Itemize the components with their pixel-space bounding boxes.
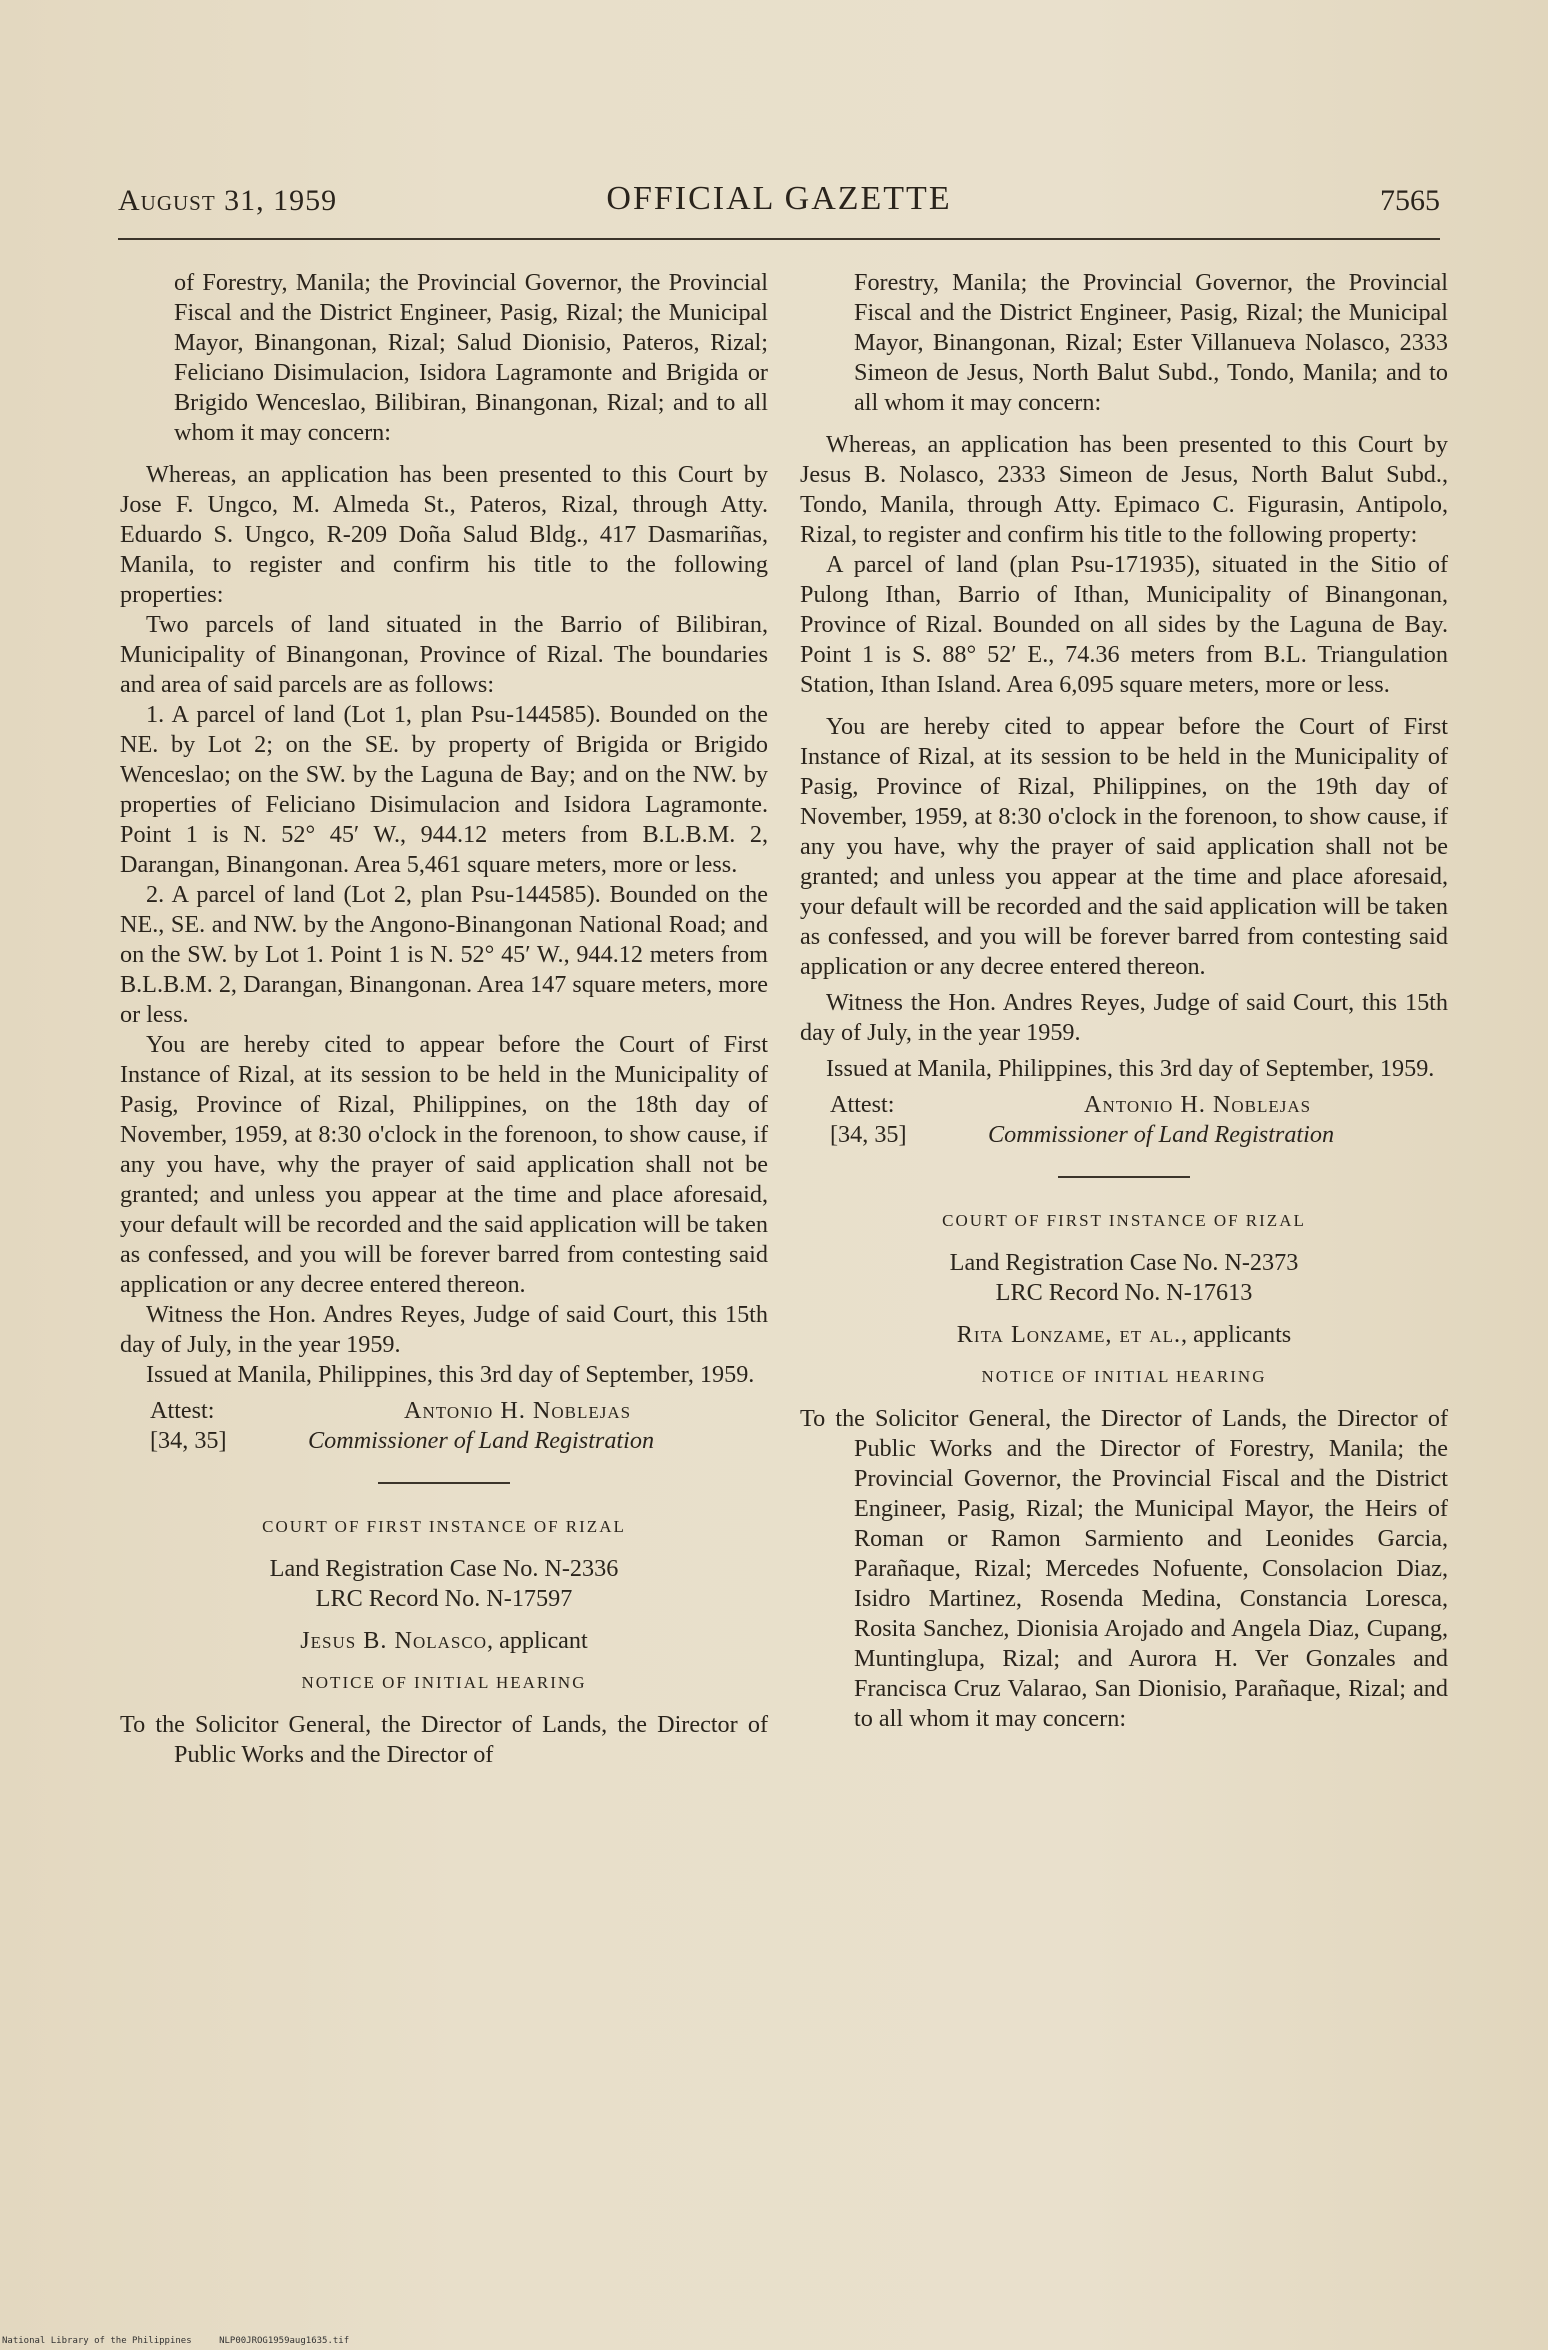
right-intro: Forestry, Manila; the Provincial Governor, the Provincial Fiscal and the District Engineer, Pasig, Rizal; the Municipal Mayor, Binangonan, Rizal; Ester Villanueva Nolasco, 2333 Simeon de Jesus, North Balut Subd., Tondo, Manila; and to all whom it may concern:: [854, 269, 1448, 416]
left-issued: Issued at Manila, Philippines, this 3rd day of September, 1959.: [146, 1361, 755, 1388]
applicant-name: Jesus B. Nolasco: [300, 1627, 487, 1654]
section-divider: [1058, 1176, 1190, 1178]
scan-footer: [2, 2336, 371, 2346]
left-attest-line-1: [120, 1396, 768, 1426]
attest-label: Attest:: [830, 1091, 895, 1118]
header-rule: [118, 238, 1440, 240]
right-issued: Issued at Manila, Philippines, this 3rd day of September, 1959.: [826, 1055, 1435, 1082]
attest-role: Commissioner of Land Registration: [988, 1121, 1335, 1148]
left-two-parcels: Two parcels of land situated in the Barrio of Bilibiran, Municipality of Binangonan, Province of Rizal. The boundaries and area of said parcels are as follows:: [120, 611, 768, 698]
section-divider: [378, 1482, 510, 1484]
attest-role: Commissioner of Land Registration: [308, 1427, 655, 1454]
notice-heading: NOTICE OF INITIAL HEARING: [301, 1673, 587, 1692]
attest-name: Antonio H. Noblejas: [404, 1397, 632, 1424]
right-column: [800, 268, 1448, 1734]
page-number: 7565: [1380, 184, 1440, 217]
right-attest-line-1: [800, 1090, 1448, 1120]
applicant-suffix: , applicants: [1181, 1321, 1292, 1348]
applicant-name: Rita Lonzame, et al.: [956, 1321, 1182, 1348]
publication-title: OFFICIAL GAZETTE: [606, 180, 952, 217]
record-number: LRC Record No. N-17597: [315, 1585, 573, 1612]
library-credit: National Library of the Philippines: [2, 2336, 192, 2346]
court-heading: COURT OF FIRST INSTANCE OF RIZAL: [262, 1517, 626, 1536]
right-witness: Witness the Hon. Andres Reyes, Judge of said Court, this 15th day of July, in the year 1959.: [800, 989, 1448, 1046]
right-to-text: To the Solicitor General, the Director of Lands, the Director of Public Works and the Director of Forestry, Manila; the Provincial Governor, the Provincial Fiscal and the District Engineer, Pasig, Rizal; the Municipal Mayor, the Heirs of Roman or Ramon Sarmiento and Leonides Garcia, Parañaque, Rizal; Mercedes Nofuente, Consolacion Diaz, Isidro Martinez, Rosenda Medina, Constancia Loresca, Rosita Sanchez, Dionisia Arojado and Angela Diaz, Cupang, Muntinglupa, Rizal; and Aurora H. Ver Gonzales and Francisca Cruz Valarao, San Dionisio, Parañaque, Rizal; and to all whom it may concern:: [800, 1405, 1448, 1732]
right-cited: You are hereby cited to appear before the Court of First Instance of Rizal, at its session to be held in the Municipality of Pasig, Province of Rizal, Philippines, on the 19th day of November, 1959, at 8:30 o'clock in the forenoon, to show cause, if any you have, why the prayer of said application shall not be granted; and unless you appear at the time and place aforesaid, your default will be recorded and the said application will be taken as confessed, and you will be forever barred from contesting said application or any decree entered thereon.: [800, 713, 1448, 980]
scan-filename: NLP00JROG1959aug1635.tif: [219, 2336, 350, 2346]
applicant-suffix: , applicant: [486, 1627, 588, 1654]
notice-heading: NOTICE OF INITIAL HEARING: [981, 1367, 1267, 1386]
left-intro: of Forestry, Manila; the Provincial Governor, the Provincial Fiscal and the District Engineer, Pasig, Rizal; the Municipal Mayor, Binangonan, Rizal; Salud Dionisio, Pateros, Rizal; Feliciano Disimulacion, Isidora Lagramonte and Brigida or Brigido Wenceslao, Bilibiran, Binangonan, Rizal; and to all whom it may concern:: [174, 269, 768, 446]
left-column: [120, 268, 768, 1770]
attest-label: Attest:: [150, 1397, 215, 1424]
reference-number: [34, 35]: [830, 1121, 907, 1148]
case-number: Land Registration Case No. N-2373: [949, 1249, 1299, 1276]
attest-name: Antonio H. Noblejas: [1084, 1091, 1312, 1118]
page-header: [118, 180, 1440, 224]
left-whereas: Whereas, an application has been presented to this Court by Jose F. Ungco, M. Almeda St., Pateros, Rizal, through Atty. Eduardo S. Ungco, R-209 Doña Salud Bldg., 417 Dasmariñas, Manila, to register and confirm his title to the following properties:: [120, 461, 768, 608]
case-number: Land Registration Case No. N-2336: [269, 1555, 619, 1582]
right-attest-line-2: [800, 1120, 1448, 1150]
applicant-line: [800, 1320, 1448, 1350]
court-heading: COURT OF FIRST INSTANCE OF RIZAL: [942, 1211, 1306, 1230]
left-attest-line-2: [120, 1426, 768, 1456]
left-parcel-1: 1. A parcel of land (Lot 1, plan Psu-144585). Bounded on the NE. by Lot 2; on the SE. by property of Brigida or Brigido Wenceslao; on the SW. by the Laguna de Bay; and on the NW. by properties of Feliciano Disimulacion and Isidora Lagramonte. Point 1 is N. 52° 45′ W., 944.12 meters from B.L.B.M. 2, Darangan, Binangonan. Area 5,461 square meters, more or less.: [120, 701, 768, 878]
right-parcel: A parcel of land (plan Psu-171935), situated in the Sitio of Pulong Ithan, Barrio of Ithan, Municipality of Binangonan, Province of Rizal. Bounded on all sides by the Laguna de Bay. Point 1 is S. 88° 52′ E., 74.36 meters from B.L. Triangulation Station, Ithan Island. Area 6,095 square meters, more or less.: [800, 551, 1448, 698]
issue-date: August 31, 1959: [118, 184, 338, 217]
reference-number: [34, 35]: [150, 1427, 227, 1454]
left-to-text: To the Solicitor General, the Director of Lands, the Director of Public Works and the Director of: [120, 1711, 768, 1768]
left-witness: Witness the Hon. Andres Reyes, Judge of said Court, this 15th day of July, in the year 1959.: [120, 1301, 768, 1358]
right-whereas: Whereas, an application has been presented to this Court by Jesus B. Nolasco, 2333 Simeon de Jesus, North Balut Subd., Tondo, Manila, through Atty. Epimaco C. Figurasin, Antipolo, Rizal, to register and confirm his title to the following property:: [800, 431, 1448, 548]
applicant-line: [120, 1626, 768, 1656]
left-parcel-2: 2. A parcel of land (Lot 2, plan Psu-144585). Bounded on the NE., SE. and NW. by the Angono-Binangonan National Road; and on the SW. by Lot 1. Point 1 is N. 52° 45′ W., 944.12 meters from B.L.B.M. 2, Darangan, Binangonan. Area 147 square meters, more or less.: [120, 881, 768, 1028]
left-cited: You are hereby cited to appear before the Court of First Instance of Rizal, at its session to be held in the Municipality of Pasig, Province of Rizal, Philippines, on the 18th day of November, 1959, at 8:30 o'clock in the forenoon, to show cause, if any you have, why the prayer of said application shall not be granted; and unless you appear at the time and place aforesaid, your default will be recorded and the said application will be taken as confessed, and you will be forever barred from contesting said application or any decree entered thereon.: [120, 1031, 768, 1298]
record-number: LRC Record No. N-17613: [995, 1279, 1253, 1306]
